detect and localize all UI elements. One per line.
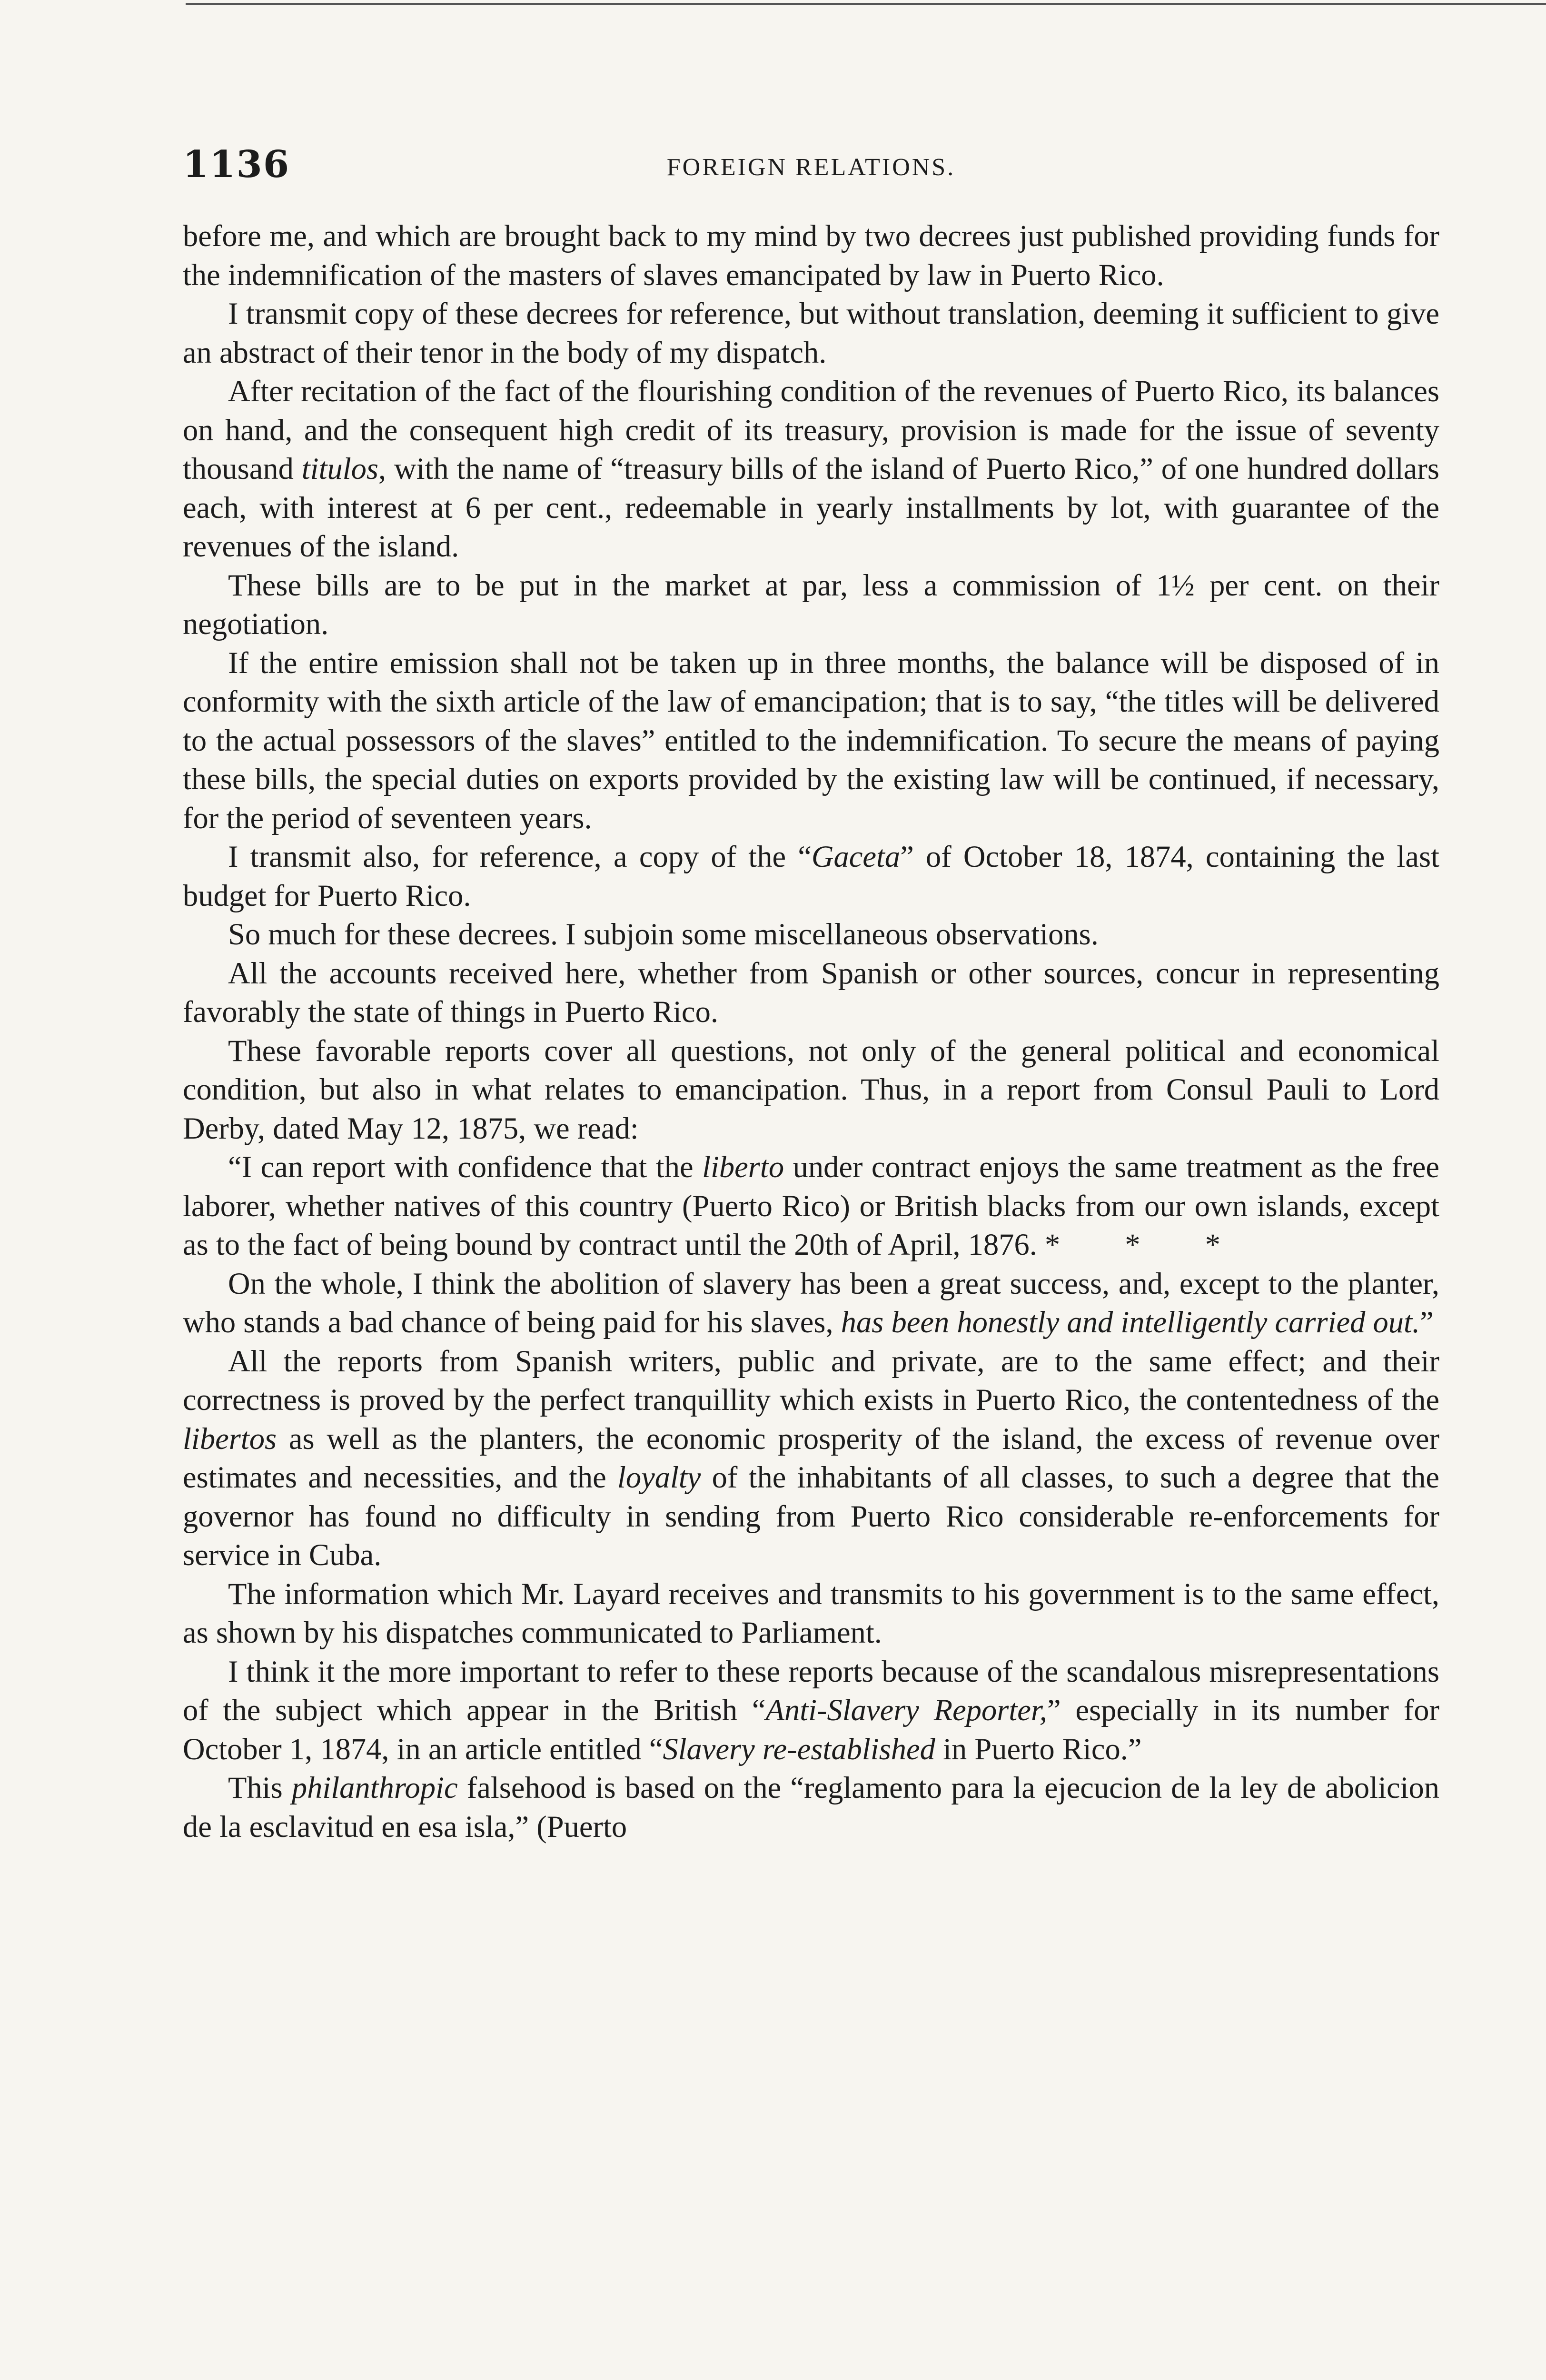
paragraph: If the entire emission shall not be taken up in three months, the balance will be disposed of in conformity with the sixth article of the law of emancipation; that is to say, “the titles will be delivered to the actual possessors of the slaves” entitled to the indemnification. To secure the means of paying these bills, the special duties on exports provided by the existing law will be continued, if necessary, for the period of seventeen years. [183, 645, 1439, 835]
italic-term: liberto [702, 1150, 784, 1184]
paragraph: I transmit also, for reference, a copy of the “Gaceta” of October 18, 1874, containing the last budget for Puerto Rico. [183, 840, 1439, 912]
running-head: FOREIGN RELATIONS. [666, 154, 956, 181]
paragraph: All the reports from Spanish writers, public and private, are to the same effect; and their correctness is proved by the perfect tranquillity which exists in Puerto Rico, the contentedness of the libertos as well as the planters, the economic prosperity of the island, the excess of revenue over estimates and necessities, and the loyalty of the inhabitants of all classes, to such a degree that the governor has found no difficulty in sending from Puerto Rico considerable re-enforcements for service in Cuba. [183, 1344, 1439, 1572]
page-number: 1136 [183, 143, 290, 186]
italic-title: Anti-Slavery Reporter, [765, 1693, 1047, 1727]
paragraph: After recitation of the fact of the flourishing condition of the revenues of Puerto Rico, its balances on hand, and the consequent high credit of its treasury, provision is made for the issue of seventy thousand titulos, with the name of “treasury bills of the island of Puerto Rico,” of one hundred dollars each, with interest at 6 per cent., redeemable in yearly installments by lot, with guarantee of the revenues of the island. [183, 374, 1439, 563]
body-text [183, 217, 1439, 1846]
quoted-paragraph: “I can report with confidence that the liberto under contract enjoys the same treatment as the free laborer, whether natives of this country (Puerto Rico) or British blacks from our own islands, except as to the fact of being bound by contract until the 20th of April, 1876. * * * [183, 1150, 1439, 1261]
page-header [183, 143, 1439, 195]
paragraph: These favorable reports cover all questions, not only of the general political and economical condition, but also in what relates to emancipation. Thus, in a report from Consul Pauli to Lord Derby, dated May 12, 1875, we read: [183, 1033, 1439, 1145]
italic-term: loyalty [617, 1460, 701, 1494]
paragraph: I transmit copy of these decrees for reference, but without translation, deeming it sufficient to give an abstract of their tenor in the body of my dispatch. [183, 297, 1439, 369]
italic-title: Slavery re-established [663, 1732, 935, 1766]
italic-term: titulos [301, 452, 379, 486]
italic-term: philanthropic [291, 1771, 458, 1805]
paragraph: This philanthropic falsehood is based on the “reglamento para la ejecucion de la ley de abolicion de la esclavitud en esa isla,” (Puerto [183, 1771, 1439, 1844]
paragraph: before me, and which are brought back to my mind by two decrees just published providing funds for the indemnification of the masters of slaves emancipated by law in Puerto Rico. [183, 219, 1439, 292]
italic-emphasis: has been honestly and intelligently carried out. [841, 1305, 1420, 1339]
paragraph: All the accounts received here, whether from Spanish or other sources, concur in representing favorably the state of things in Puerto Rico. [183, 956, 1439, 1029]
paragraph: The information which Mr. Layard receives and transmits to his government is to the same effect, as shown by his dispatches communicated to Parliament. [183, 1577, 1439, 1649]
paragraph: These bills are to be put in the market at par, less a commission of 1½ per cent. on their negotiation. [183, 568, 1439, 641]
top-rule [186, 3, 1546, 5]
ellipsis-stars: * * * [1045, 1228, 1249, 1261]
italic-term: libertos [183, 1421, 277, 1456]
paragraph: So much for these decrees. I subjoin some miscellaneous observations. [228, 917, 1099, 951]
italic-term: Gaceta [811, 840, 901, 873]
paragraph: I think it the more important to refer to these reports because of the scandalous misrepresentations of the subject which appear in the British “Anti-Slavery Reporter,” especially in its number for October 1, 1874, in an article entitled “Slavery re-established in Puerto Rico.” [183, 1654, 1439, 1766]
quoted-paragraph: On the whole, I think the abolition of slavery has been a great success, and, except to the planter, who stands a bad chance of being paid for his slaves, has been honestly and intelligently carried out.” [183, 1266, 1439, 1339]
